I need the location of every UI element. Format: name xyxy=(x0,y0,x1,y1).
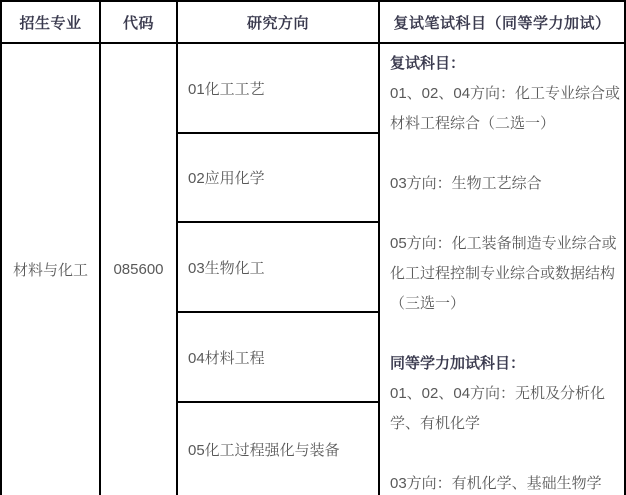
direction-cell-01 xyxy=(178,44,378,134)
direction-cell-02 xyxy=(178,134,378,223)
header-cell-exam xyxy=(380,2,624,44)
header-cell-major xyxy=(2,2,101,44)
blank-line xyxy=(390,199,618,229)
major-cell xyxy=(2,44,101,495)
exam-line: （三选一） xyxy=(390,295,466,312)
blank-line xyxy=(390,439,618,469)
exam-line: 材料工程综合（二选一） xyxy=(390,115,556,132)
major-code: 085600 xyxy=(113,261,164,278)
exam-line: 学、有机化学 xyxy=(390,415,481,432)
header-direction-label: 研究方向 xyxy=(246,14,309,32)
major-name: 材料与化工 xyxy=(12,262,88,279)
exam-line: 化工过程控制专业综合或数据结构 xyxy=(390,265,616,282)
header-major-label: 招生专业 xyxy=(19,14,82,32)
exam-subjects-cell xyxy=(380,44,624,495)
header-cell-direction xyxy=(178,2,380,44)
direction-cell-04 xyxy=(178,313,378,403)
header-cell-code xyxy=(101,2,178,44)
blank-line xyxy=(390,139,618,169)
directions-column xyxy=(178,44,380,495)
exam-line: 03方向：有机化学、基础生物学 xyxy=(390,475,602,492)
direction-cell-03 xyxy=(178,223,378,313)
blank-line xyxy=(390,319,618,349)
exam-line: 01、02、04方向：无机及分析化 xyxy=(390,385,606,402)
exam-line: 05方向：化工装备制造专业综合或 xyxy=(390,235,617,252)
direction-label: 03生物化工 xyxy=(188,259,265,277)
direction-label: 05化工过程强化与装备 xyxy=(188,441,340,459)
direction-label: 02应用化学 xyxy=(188,170,265,187)
exam-section-title: 同等学力加试科目： xyxy=(390,355,526,372)
exam-line: 01、02、04方向：化工专业综合或 xyxy=(390,85,621,102)
exam-line: 03方向：生物工艺综合 xyxy=(390,175,542,192)
direction-label: 04材料工程 xyxy=(188,349,265,367)
header-exam-label: 复试笔试科目（同等学力加试） xyxy=(393,14,611,32)
code-cell xyxy=(101,44,178,495)
header-code-label: 代码 xyxy=(122,14,154,32)
direction-cell-05 xyxy=(178,403,378,495)
direction-label: 01化工工艺 xyxy=(188,80,265,98)
exam-section-title: 复试科目： xyxy=(390,55,466,72)
